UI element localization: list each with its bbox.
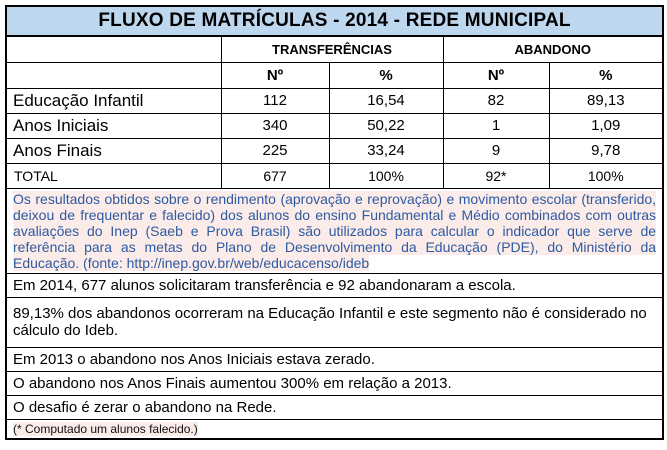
table-row-anos-iniciais <box>6 113 663 138</box>
cell-value: 89,13 <box>549 88 663 113</box>
cell-value: 112 <box>221 88 329 113</box>
note-text: Em 2013 o abandono nos Anos Iniciais estava zerado. <box>6 347 663 371</box>
cell-value: 100% <box>549 163 663 188</box>
note-text: 89,13% dos abandonos ocorreram na Educação Infantil e este segmento não é considerado no cálculo do Ideb. <box>6 297 663 347</box>
row-label: Educação Infantil <box>6 88 221 113</box>
table-title: FLUXO DE MATRÍCULAS - 2014 - REDE MUNICIPAL <box>6 6 663 36</box>
group-header-abandono: ABANDONO <box>443 36 663 62</box>
cell-value: 16,54 <box>329 88 443 113</box>
footnote-text: (* Computado um alunos falecido.) <box>13 421 198 436</box>
note-text: O abandono nos Anos Finais aumentou 300% em relação a 2013. <box>6 371 663 395</box>
cell-value: 340 <box>221 113 329 138</box>
cell-value: 50,22 <box>329 113 443 138</box>
subheader-abandon-number: Nº <box>443 62 549 88</box>
empty-header-cell <box>6 62 221 88</box>
note-text: O desafio é zerar o abandono na Rede. <box>6 395 663 419</box>
table-row-total <box>6 163 663 188</box>
note-row-5 <box>6 395 663 419</box>
note-row-2 <box>6 297 663 347</box>
cell-value: 9,78 <box>549 138 663 163</box>
subheader-transfer-number: Nº <box>221 62 329 88</box>
note-row-3 <box>6 347 663 371</box>
empty-header-cell <box>6 36 221 62</box>
note-text: Em 2014, 677 alunos solicitaram transferência e 92 abandonaram a escola. <box>6 273 663 297</box>
table-row-educacao-infantil <box>6 88 663 113</box>
row-label: TOTAL <box>6 163 221 188</box>
source-paragraph-cell <box>6 188 663 273</box>
subheader-transfer-percent: % <box>329 62 443 88</box>
cell-value: 1 <box>443 113 549 138</box>
source-paragraph-text: Os resultados obtidos sobre o rendimento (aprovação e reprovação) e movimento escolar (transferido, deixou de frequentar e falecido) dos alunos do ensino Fundamental e Médio combinados com outras avaliações do Inep (Saeb e Prova Brasil) são utilizados para calcular o indicador que serve de referência para as metas do Plano de Desenvolvimento da Educação (PDE), do Ministério da Educação. (fonte: http://inep.gov.br/web/educacenso/ideb <box>13 190 657 271</box>
group-header-row <box>6 36 663 62</box>
cell-value: 677 <box>221 163 329 188</box>
row-label: Anos Iniciais <box>6 113 221 138</box>
cell-value: 33,24 <box>329 138 443 163</box>
cell-value: 100% <box>329 163 443 188</box>
cell-value: 9 <box>443 138 549 163</box>
data-table <box>5 5 664 440</box>
group-header-transferencias: TRANSFERÊNCIAS <box>221 36 443 62</box>
cell-value: 225 <box>221 138 329 163</box>
cell-value: 82 <box>443 88 549 113</box>
subheader-abandon-percent: % <box>549 62 663 88</box>
row-label: Anos Finais <box>6 138 221 163</box>
note-row-source <box>6 188 663 273</box>
table-row-anos-finais <box>6 138 663 163</box>
cell-value: 1,09 <box>549 113 663 138</box>
enrollment-flow-table <box>5 5 662 440</box>
title-row <box>6 6 663 36</box>
note-row-4 <box>6 371 663 395</box>
footnote-cell <box>6 419 663 439</box>
sub-header-row <box>6 62 663 88</box>
footnote-row <box>6 419 663 439</box>
cell-value: 92* <box>443 163 549 188</box>
note-row-1 <box>6 273 663 297</box>
